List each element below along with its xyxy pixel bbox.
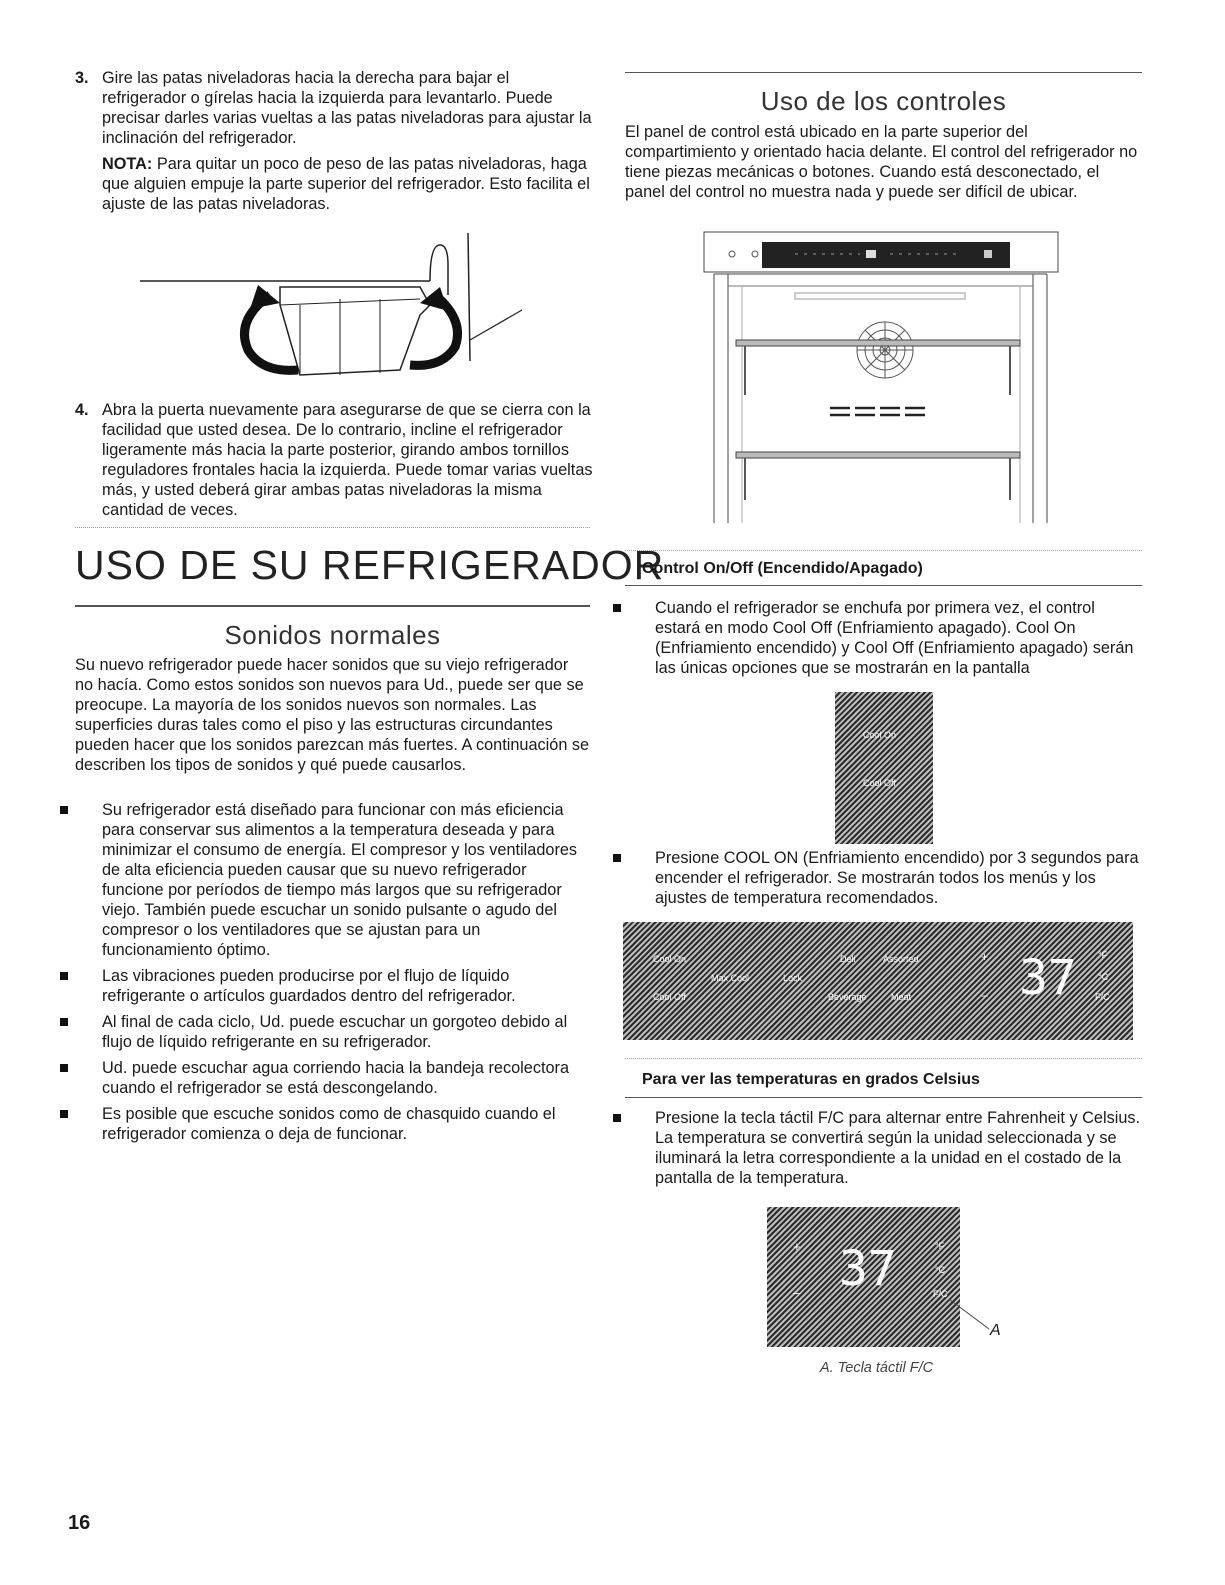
minus-label: – <box>793 1285 801 1300</box>
bullet-icon <box>613 604 621 612</box>
step-number: 3. <box>75 69 89 87</box>
plus-label: + <box>793 1239 801 1254</box>
list-item <box>60 1058 590 1098</box>
note-label: NOTA: <box>102 155 153 173</box>
list-item-text: Presione COOL ON (Enfriamiento encendido) por 3 segundos para encender el refrigerador. Se mostrarán todos los menús y los ajustes de temperatura recomendados. <box>655 849 1139 907</box>
bullet-icon <box>60 972 68 980</box>
celsius-list <box>613 1108 1143 1194</box>
figure-caption: A. Tecla táctil F/C <box>820 1360 934 1376</box>
sounds-list <box>60 800 590 1150</box>
step-number: 4. <box>75 401 89 419</box>
list-item-text: Ud. puede escuchar agua corriendo hacia la bandeja recolectora cuando el refrigerador se está descongelando. <box>102 1059 570 1097</box>
divider <box>625 72 1142 73</box>
deg-f-label: °F <box>935 1241 945 1251</box>
step-3 <box>75 68 595 214</box>
cool-on-label: Cool On <box>653 954 687 964</box>
step-4 <box>75 400 595 520</box>
list-item-text: Presione la tecla táctil F/C para alternar entre Fahrenheit y Celsius. La temperatura se convertirá según la unidad seleccionada y se iluminará la letra correspondiente a la unidad en el costado de la pantalla de la temperatura. <box>655 1109 1141 1187</box>
onoff-title: Control On/Off (Encendido/Apagado) <box>642 560 923 577</box>
callout-label: A <box>990 1322 1001 1339</box>
divider <box>75 527 590 528</box>
onoff-list-2 <box>613 848 1143 914</box>
cool-on-label: Cool On <box>863 730 897 740</box>
fc-label: F/C <box>933 1289 948 1299</box>
deli-label: Deli <box>840 954 856 964</box>
full-control-panel <box>623 922 1133 1040</box>
list-item-text: Al final de cada ciclo, Ud. puede escuchar un gorgoteo debido al flujo de líquido refrigerante en su refrigerador. <box>102 1013 568 1051</box>
divider <box>625 1058 1142 1059</box>
bullet-icon <box>613 854 621 862</box>
assorted-label: Assorted <box>883 954 919 964</box>
step-note <box>102 154 595 214</box>
cool-off-label: Cool Off <box>863 778 896 788</box>
leveling-leg-illustration <box>130 225 530 385</box>
list-item-text: Es posible que escuche sonidos como de chasquido cuando el refrigerador comienza o deja de funcionar. <box>102 1105 556 1143</box>
list-item <box>60 1104 590 1144</box>
sounds-intro: Su nuevo refrigerador puede hacer sonidos que su viejo refrigerador no hacía. Como estos sonidos son nuevos para Ud., puede ser que se preocupe. La mayoría de los sonidos nuevos son normales. Las superficies duras tales como el piso y las estructuras circundantes pueden hacer que los sonidos parezcan más fuertes. A continuación se describen los tipos de sonidos y qué puede causarlos. <box>75 656 590 774</box>
bullet-icon <box>613 1114 621 1122</box>
divider <box>625 585 1142 586</box>
bullet-icon <box>60 1110 68 1118</box>
bullet-icon <box>60 1018 68 1026</box>
list-item <box>613 1108 1143 1188</box>
list-item <box>60 966 590 1006</box>
refrigerator-interior-illustration <box>700 230 1062 525</box>
max-cool-label: Max Cool <box>711 973 750 983</box>
temperature-display: 37 <box>1019 950 1077 1006</box>
deg-c-label: °C <box>935 1265 946 1275</box>
temperature-display: 37 <box>839 1241 897 1297</box>
list-item <box>613 848 1143 908</box>
fc-label: F/C <box>1095 992 1110 1002</box>
onoff-list-1 <box>613 598 1143 684</box>
list-item <box>613 598 1143 678</box>
cool-on-off-panel <box>835 692 933 844</box>
section-title: USO DE SU REFRIGERADOR <box>75 542 665 588</box>
controls-text: El panel de control está ubicado en la parte superior del compartimiento y orientado hacia delante. El control del refrigerador no tiene piezas mecánicas o botones. Cuando está desconectado, el panel del control no muestra nada y puede ser difícil de ubicar. <box>625 123 1138 201</box>
note-text: Para quitar un poco de peso de las patas niveladoras, haga que alguien empuje la parte superior del refrigerador. Esto facilita el ajuste de las patas niveladoras. <box>102 155 590 213</box>
deg-f-label: °F <box>1098 950 1108 960</box>
cool-off-label: Cool Off <box>653 992 686 1002</box>
list-item <box>60 800 590 960</box>
minus-label: – <box>981 988 988 1002</box>
list-item <box>60 1012 590 1052</box>
callout-line <box>945 1295 995 1335</box>
divider <box>625 1097 1142 1098</box>
divider <box>625 550 1142 551</box>
bullet-icon <box>60 806 68 814</box>
beverage-label: Beverage <box>828 992 867 1002</box>
list-item-text: Las vibraciones pueden producirse por el flujo de líquido refrigerante o artículos guardados dentro del refrigerador. <box>102 967 516 1005</box>
divider <box>75 605 590 607</box>
page-number: 16 <box>68 1512 91 1534</box>
meat-label: Meat <box>891 992 912 1002</box>
list-item-text: Cuando el refrigerador se enchufa por primera vez, el control estará en modo Cool Off (Enfriamiento apagado). Cool On (Enfriamiento encendido) y Cool Off (Enfriamiento apagado) serán las únicas opciones que se mostrarán en la pantalla <box>655 599 1134 677</box>
bullet-icon <box>60 1064 68 1072</box>
list-item-text: Su refrigerador está diseñado para funcionar con más eficiencia para conservar sus alimentos a la temperatura deseada y para minimizar el consumo de energía. El compresor y los ventiladores de alta eficiencia pueden causar que su nuevo refrigerador funcione por períodos de tiempo más largos que su refrigerador viejo. También puede escuchar un sonido pulsante o agudo del compresor o los ventiladores que se ajustan para un funcionamiento óptimo. <box>102 801 578 959</box>
deg-c-label: °C <box>1098 972 1109 982</box>
lock-label: Lock <box>783 973 803 983</box>
celsius-title: Para ver las temperaturas en grados Celsius <box>642 1071 980 1088</box>
step-text: Abra la puerta nuevamente para asegurarse de que se cierra con la facilidad que usted desea. De lo contrario, incline el refrigerador ligeramente más hacia la parte posterior, girando ambos tornillos reguladores frontales hacia la izquierda. Puede tomar varias vueltas más, y usted deberá girar ambas patas niveladoras la misma cantidad de veces. <box>102 401 593 519</box>
plus-label: + <box>981 950 989 964</box>
temperature-panel <box>767 1207 960 1347</box>
controls-title: Uso de los controles <box>760 86 1007 116</box>
sounds-title: Sonidos normales <box>224 620 441 650</box>
step-text: Gire las patas niveladoras hacia la derecha para bajar el refrigerador o gírelas hacia la izquierda para levantarlo. Puede precisar darles varias vueltas a las patas niveladoras para ajustar la inclinación del refrigerador. <box>102 69 592 147</box>
